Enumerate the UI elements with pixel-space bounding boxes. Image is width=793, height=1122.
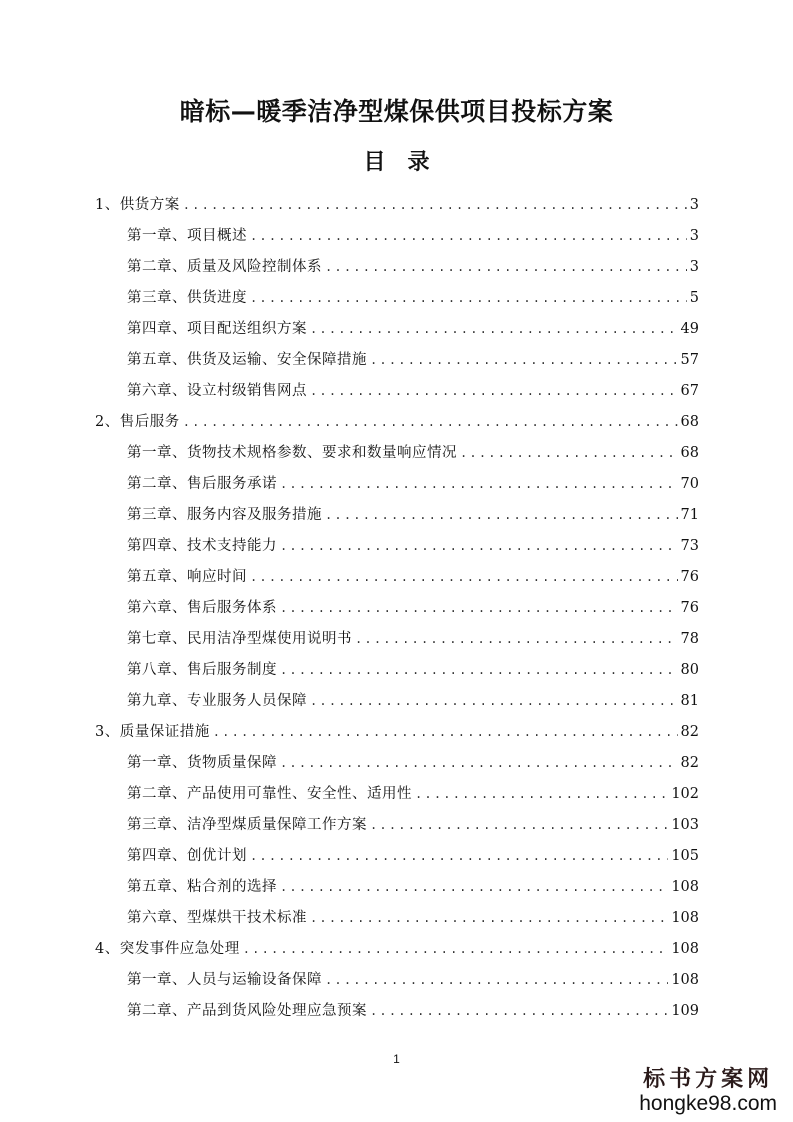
toc-entry-label: 4、突发事件应急处理: [95, 941, 240, 957]
toc-entry-label: 第二章、产品使用可靠性、安全性、适用性: [127, 786, 412, 802]
toc-dot-leader: [243, 934, 669, 965]
toc-entry-page-number: 49: [680, 321, 699, 337]
toc-section-entry[interactable]: [95, 407, 699, 438]
toc-chapter-entry[interactable]: [95, 903, 699, 934]
toc-entry-page-number: 108: [671, 910, 699, 926]
toc-dot-leader: [250, 283, 687, 314]
toc-entry-label: 第三章、服务内容及服务措施: [127, 507, 322, 523]
toc-entry-page-number: 71: [680, 507, 699, 523]
toc-dot-leader: [280, 748, 678, 779]
toc-entry-label: 第八章、售后服务制度: [127, 662, 277, 678]
toc-dot-leader: [310, 314, 678, 345]
toc-chapter-entry[interactable]: [95, 748, 699, 779]
toc-entry-page-number: 3: [689, 259, 699, 275]
toc-chapter-entry[interactable]: [95, 469, 699, 500]
toc-heading: [0, 148, 793, 178]
toc-entry-page-number: 108: [671, 972, 699, 988]
watermark-url: hongke98.com: [639, 1092, 777, 1115]
watermark: [639, 1066, 777, 1116]
toc-dot-leader: [370, 345, 678, 376]
toc-heading-char-2: 录: [407, 150, 430, 175]
toc-entry-page-number: 109: [671, 1003, 699, 1019]
toc-entry-page-number: 76: [680, 569, 699, 585]
toc-dot-leader: [460, 438, 678, 469]
toc-section-entry[interactable]: [95, 934, 699, 965]
toc-entry-label: 第六章、售后服务体系: [127, 600, 277, 616]
toc-entry-label: 第二章、售后服务承诺: [127, 476, 277, 492]
toc-section-entry[interactable]: [95, 717, 699, 748]
toc-dot-leader: [250, 841, 668, 872]
toc-chapter-entry[interactable]: [95, 252, 699, 283]
toc-entry-page-number: 57: [680, 352, 699, 368]
toc-entry-page-number: 82: [680, 724, 699, 740]
page-number: 1: [393, 1052, 400, 1066]
toc-dot-leader: [310, 686, 678, 717]
toc-chapter-entry[interactable]: [95, 500, 699, 531]
toc-dot-leader: [183, 190, 687, 221]
toc-chapter-entry[interactable]: [95, 314, 699, 345]
toc-dot-leader: [280, 469, 678, 500]
toc-entry-page-number: 70: [680, 476, 699, 492]
toc-dot-leader: [310, 903, 668, 934]
toc-chapter-entry[interactable]: [95, 965, 699, 996]
toc-dot-leader: [280, 593, 678, 624]
toc-dot-leader: [280, 655, 678, 686]
toc-entry-label: 第六章、设立村级销售网点: [127, 383, 307, 399]
toc-entry-label: 第五章、供货及运输、安全保障措施: [127, 352, 367, 368]
toc-entry-label: 第一章、项目概述: [127, 228, 247, 244]
toc-entry-label: 3、质量保证措施: [95, 724, 210, 740]
toc-entry-label: 第四章、项目配送组织方案: [127, 321, 307, 337]
toc-entry-page-number: 82: [680, 755, 699, 771]
toc-chapter-entry[interactable]: [95, 996, 699, 1027]
toc-entry-label: 第九章、专业服务人员保障: [127, 693, 307, 709]
toc-dot-leader: [325, 500, 678, 531]
toc-entry-page-number: 68: [680, 414, 699, 430]
toc-entry-label: 第一章、人员与运输设备保障: [127, 972, 322, 988]
toc-entry-label: 第三章、洁净型煤质量保障工作方案: [127, 817, 367, 833]
toc-entry-page-number: 67: [680, 383, 699, 399]
toc-chapter-entry[interactable]: [95, 624, 699, 655]
toc-chapter-entry[interactable]: [95, 655, 699, 686]
toc-chapter-entry[interactable]: [95, 593, 699, 624]
toc-dot-leader: [415, 779, 668, 810]
toc-chapter-entry[interactable]: [95, 872, 699, 903]
toc-chapter-entry[interactable]: [95, 345, 699, 376]
toc-dot-leader: [213, 717, 678, 748]
toc-chapter-entry[interactable]: [95, 283, 699, 314]
toc-entry-page-number: 68: [680, 445, 699, 461]
toc-dot-leader: [280, 872, 668, 903]
watermark-name: 标书方案网: [643, 1066, 774, 1092]
toc-dot-leader: [370, 996, 668, 1027]
toc-chapter-entry[interactable]: [95, 221, 699, 252]
toc-chapter-entry[interactable]: [95, 810, 699, 841]
toc-entry-page-number: 73: [680, 538, 699, 554]
toc-entry-label: 第一章、货物质量保障: [127, 755, 277, 771]
toc-dot-leader: [355, 624, 678, 655]
toc-entry-label: 1、供货方案: [95, 197, 180, 213]
toc-entry-label: 第五章、响应时间: [127, 569, 247, 585]
toc-chapter-entry[interactable]: [95, 376, 699, 407]
toc-dot-leader: [250, 221, 687, 252]
table-of-contents: [95, 190, 699, 1027]
toc-dot-leader: [310, 376, 678, 407]
toc-chapter-entry[interactable]: [95, 562, 699, 593]
toc-entry-label: 第四章、技术支持能力: [127, 538, 277, 554]
toc-entry-page-number: 3: [689, 197, 699, 213]
toc-entry-page-number: 80: [680, 662, 699, 678]
toc-entry-label: 第二章、产品到货风险处理应急预案: [127, 1003, 367, 1019]
toc-chapter-entry[interactable]: [95, 841, 699, 872]
toc-heading-char-1: 目: [363, 150, 386, 175]
toc-entry-page-number: 102: [671, 786, 699, 802]
toc-dot-leader: [325, 252, 687, 283]
toc-entry-page-number: 103: [671, 817, 699, 833]
toc-entry-label: 第一章、货物技术规格参数、要求和数量响应情况: [127, 445, 457, 461]
toc-entry-label: 第五章、粘合剂的选择: [127, 879, 277, 895]
toc-chapter-entry[interactable]: [95, 779, 699, 810]
toc-entry-label: 第六章、型煤烘干技术标准: [127, 910, 307, 926]
toc-chapter-entry[interactable]: [95, 438, 699, 469]
toc-chapter-entry[interactable]: [95, 531, 699, 562]
toc-section-entry[interactable]: [95, 190, 699, 221]
toc-entry-page-number: 3: [689, 228, 699, 244]
toc-entry-label: 第四章、创优计划: [127, 848, 247, 864]
toc-dot-leader: [325, 965, 668, 996]
toc-entry-page-number: 81: [680, 693, 699, 709]
toc-entry-page-number: 78: [680, 631, 699, 647]
toc-entry-page-number: 105: [671, 848, 699, 864]
document-title: 暗标—暖季洁净型煤保供项目投标方案: [179, 97, 614, 126]
toc-entry-page-number: 108: [671, 879, 699, 895]
toc-dot-leader: [250, 562, 678, 593]
toc-entry-page-number: 108: [671, 941, 699, 957]
toc-chapter-entry[interactable]: [95, 686, 699, 717]
toc-entry-label: 2、售后服务: [95, 414, 180, 430]
toc-dot-leader: [183, 407, 678, 438]
toc-dot-leader: [280, 531, 678, 562]
toc-dot-leader: [370, 810, 668, 841]
toc-entry-label: 第七章、民用洁净型煤使用说明书: [127, 631, 352, 647]
toc-entry-page-number: 76: [680, 600, 699, 616]
toc-entry-label: 第二章、质量及风险控制体系: [127, 259, 322, 275]
toc-entry-page-number: 5: [689, 290, 699, 306]
toc-entry-label: 第三章、供货进度: [127, 290, 247, 306]
